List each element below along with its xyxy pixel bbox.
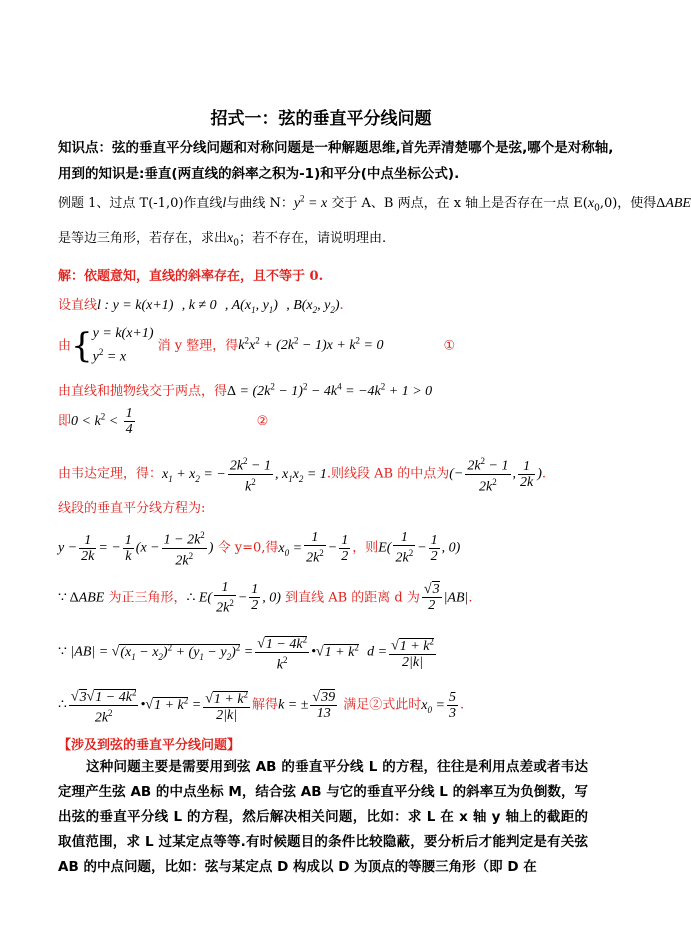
example-text-b: 与曲线 N：: [226, 196, 294, 211]
mark-2: ②: [256, 414, 269, 429]
solution-text-6a: 由韦达定理，得：: [58, 466, 163, 482]
solution-line-11: ∴ $\frac{√3√1 - 4k^2}{2k^2}$ •√1 + $k^2$ = $\frac{√1 + k^2}{2|k|}$ 解得k = ± $\frac{√39}{13}$ 满足②式此时$x_0$ = $\frac{5}{3}$ .: [58, 687, 465, 726]
page-title: 招式一：弦的垂直平分线问题: [210, 109, 432, 129]
solution-text-4a: 由直线和抛物线交于两点，得: [58, 384, 228, 399]
solution-text-2a: 设直线: [58, 298, 98, 313]
solution-line-1: [58, 265, 323, 284]
solution-text-11b: 解得: [252, 697, 279, 713]
solution-text-8b: 令 y=0,得: [217, 540, 279, 556]
example-text-a: 例题 1、过点 T(-1,0)作直线: [58, 196, 223, 211]
solution-line-3: 由{y = k(x+1) $y^2 = x$ 消 y 整理，得$k^2x^2 + (2k^2 - 1)x + k^2 = 0$ ①: [58, 325, 456, 366]
solution-line-7: 线段的垂直平分线方程为:: [58, 501, 206, 516]
solution-line-8: y − $\frac{1}{2k}$ = − $\frac{1}{k}$ (x − $\frac{1 - 2k^2}{2k^2}$ ) 令 y=0,得$x_0$ = $\frac{1}{2k^2}$ − $\frac{1}{2}$ ，则E( $\frac{1}{2k^2}$ − $\frac{1}{2}$ , 0): [58, 530, 461, 569]
example-text-c: 交于 A、B 两点，在 x 轴上是否存在一点 E(: [331, 196, 588, 211]
solution-line-2: 设直线l : y = k(x+1) , k ≠ 0 , $A(x_1$, $y_1$) , $B(x_2$, $y_2$).: [58, 298, 344, 315]
knowledge-line-2: 用到的知识是:垂直(两直线的斜率之积为-1)和平分(中点坐标公式).: [58, 166, 460, 182]
solution-line-10: ∵ $|AB| = √(x_1 - x_2)^2 + (y_1 - y_2)^2$ = $\frac{√1 - 4k^2}{k^2}$ •√1 + $k^2$ d = $\frac{√1 + k^2}{2|k|}$: [58, 634, 434, 673]
solution-line-4: 由直线和抛物线交于两点，得$\Delta = (2k^2 - 1)^2 - 4k^4 = -4k^2 + 1 > 0$: [58, 381, 433, 399]
example-line-1: 例题 1、过点 T(-1,0)作直线l与曲线 N：$y^2 = x$ 交于 A、B 两点，在 x 轴上是否存在一点 $E(x_0,0)$，使得ΔABE: [58, 193, 691, 214]
example-text-2b: ；若不存在，请说明理由.: [238, 231, 387, 246]
solution-text-9c: 到直线 AB 的距离 d 为: [285, 590, 420, 606]
example-text-2a: 是等边三角形，若存在，求出: [58, 231, 228, 246]
section-paragraph: 这种问题主要是需要用到弦 AB 的垂直平分线 L 的方程，往往是利用点差或者韦达定理产生弦 AB 的中点坐标 M，结合弦 AB 与它的垂直平分线 L 的斜率互为负倒数，写出弦的垂直平分线 L 的方程，然后解决相关问题，比如：求 L 在 x 轴 y 轴上的截距的取值范围，求 L 过某定点等等.有时候题目的条件比较隐蔽，要分析后才能判定是有关弦 AB 的中点问题，比如：弦与某定点 D 构成以 D 为顶点的等腰三角形（即 D 在: [58, 759, 588, 875]
example-text-d: ,0)，使得: [599, 196, 657, 211]
solution-line-6: 由韦达定理，得：$x_1 + x_2$ = − $\frac{2k^2 - 1}{k^2}$ , $x_1x_2 = 1$.则线段 AB 的中点为(− $\frac{2k^2 - 1}{2k^2}$ , $\frac{1}{2k}$ ).: [58, 456, 547, 495]
example-line-2: 是等边三角形，若存在，求出$x_0$；若不存在，请说明理由.: [58, 231, 387, 249]
solution-text-6b: .则线段 AB 的中点为: [326, 466, 450, 482]
solution-text-5a: 即: [58, 414, 72, 429]
solution-text-9b: 为正三角形，: [108, 590, 187, 606]
mark-1: ①: [443, 338, 456, 354]
solution-line-9: ∵ ΔABE 为正三角形，∴ E( $\frac{1}{2k^2}$ − $\frac{1}{2}$ , 0) 到直线 AB 的距离 d 为 $\frac{√3}{2}$ |AB|.: [58, 580, 473, 616]
solution-line-5: 即$0 < k^2$ < $\frac{1}{4}$ ②: [58, 406, 269, 437]
knowledge-line-1: 知识点：弦的垂直平分线问题和对称问题是一种解题思维,首先弄清楚哪个是弦,哪个是对称轴,: [58, 140, 614, 156]
section-heading: 【涉及到弦的垂直平分线问题】: [58, 738, 241, 753]
solution-text-8c: ，则: [352, 540, 379, 556]
solution-text-1: 解：依题意知，直线的斜率存在，且不等于 0.: [58, 269, 324, 284]
solution-text-3a: 由: [58, 338, 72, 354]
solution-text-3b: 消 y 整理，得: [157, 338, 239, 354]
solution-text-11c: 满足②式此时: [343, 697, 422, 713]
